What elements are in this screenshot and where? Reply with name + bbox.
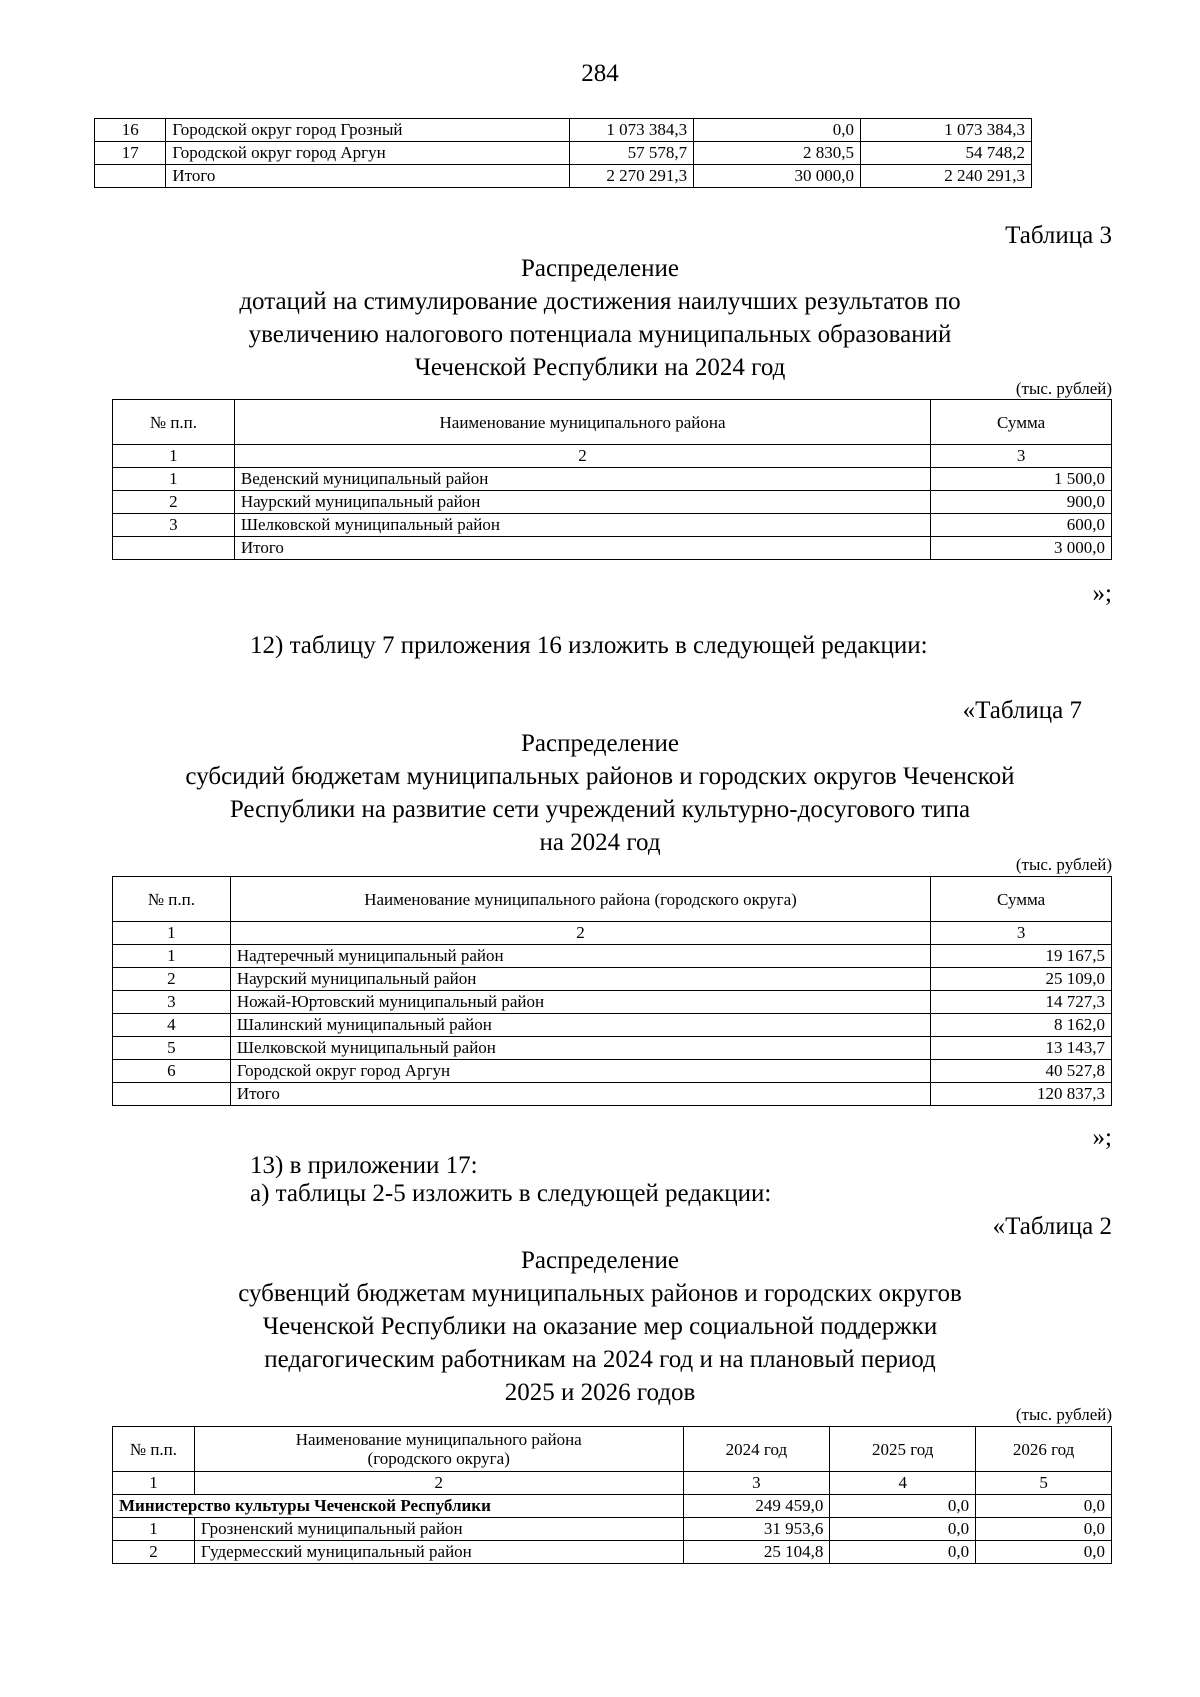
row-value: 2 830,5 (694, 142, 861, 165)
page-number: 284 (581, 60, 619, 87)
table2-title (0, 1244, 1200, 1409)
group-name: Министерство культуры Чеченской Республики (113, 1495, 684, 1518)
column-numbers (113, 445, 1112, 468)
row-name: Ножай-Юртовский муниципальный район (230, 991, 930, 1014)
row-name: Шелковской муниципальный район (234, 514, 930, 537)
row-sum: 13 143,7 (931, 1037, 1112, 1060)
continuation-table (94, 118, 1032, 188)
row-name: Итого (230, 1083, 930, 1106)
table-header (113, 1427, 1112, 1472)
colnum: 1 (113, 922, 231, 945)
row-number: 2 (113, 968, 231, 991)
row-number: 3 (113, 991, 231, 1014)
row-number: 2 (113, 491, 235, 514)
title-line: Распределение (521, 255, 679, 282)
row-value: 0,0 (830, 1495, 976, 1518)
title-line: педагогическим работникам на 2024 год и на плановый период (264, 1346, 936, 1373)
row-sum: 120 837,3 (931, 1083, 1112, 1106)
header-name: Наименование муниципального района (городского округа) (194, 1427, 683, 1472)
row-number: 6 (113, 1060, 231, 1083)
row-sum: 900,0 (931, 491, 1112, 514)
colnum: 2 (194, 1472, 683, 1495)
colnum: 2 (234, 445, 930, 468)
header-name: Наименование муниципального района (городского округа) (230, 877, 930, 922)
row-name: Шелковской муниципальный район (230, 1037, 930, 1060)
row-value: 1 073 384,3 (569, 119, 694, 142)
title-line: на 2024 год (539, 829, 661, 856)
row-number: 17 (95, 142, 166, 165)
table7 (112, 876, 1112, 1106)
row-number (95, 165, 166, 188)
colnum: 1 (113, 1472, 195, 1495)
header-2025: 2025 год (830, 1427, 976, 1472)
row-name: Городской округ город Аргун (166, 142, 569, 165)
row-number: 3 (113, 514, 235, 537)
table-row (113, 945, 1112, 968)
row-name: Наурский муниципальный район (234, 491, 930, 514)
table-row (113, 1060, 1112, 1083)
row-value: 1 073 384,3 (861, 119, 1032, 142)
row-name: Наурский муниципальный район (230, 968, 930, 991)
header-sum: Сумма (931, 877, 1112, 922)
table-row (95, 142, 1032, 165)
row-name: Итого (166, 165, 569, 188)
colnum: 4 (830, 1472, 976, 1495)
row-name: Гудермесский муниципальный район (194, 1541, 683, 1564)
table-row (113, 468, 1112, 491)
row-value: 30 000,0 (694, 165, 861, 188)
closing-quote: »; (1092, 580, 1112, 607)
colnum: 3 (931, 922, 1112, 945)
row-sum: 1 500,0 (931, 468, 1112, 491)
table-row (113, 968, 1112, 991)
table-header (113, 877, 1112, 922)
row-value: 0,0 (830, 1518, 976, 1541)
row-sum: 8 162,0 (931, 1014, 1112, 1037)
row-name: Надтеречный муниципальный район (230, 945, 930, 968)
table-row-total (113, 1083, 1112, 1106)
item-13: 13) в приложении 17: (250, 1152, 478, 1179)
header-num: № п.п. (113, 400, 235, 445)
row-name: Городской округ город Аргун (230, 1060, 930, 1083)
row-number (113, 537, 235, 560)
row-name: Шалинский муниципальный район (230, 1014, 930, 1037)
header-num: № п.п. (113, 877, 231, 922)
row-number: 4 (113, 1014, 231, 1037)
title-line: Республики на развитие сети учреждений культурно-досугового типа (229, 796, 971, 823)
group-row (113, 1495, 1112, 1518)
row-value: 0,0 (976, 1495, 1112, 1518)
row-value: 2 270 291,3 (569, 165, 694, 188)
row-value: 2 240 291,3 (861, 165, 1032, 188)
row-name: Итого (234, 537, 930, 560)
table7-label: «Таблица 7 (962, 697, 1082, 724)
table-row-total (113, 537, 1112, 560)
table-header (113, 400, 1112, 445)
title-line: Распределение (521, 730, 679, 757)
title-line: Чеченской Республики на 2024 год (414, 354, 786, 381)
table-row (113, 1014, 1112, 1037)
row-number: 2 (113, 1541, 195, 1564)
unit-label: (тыс. рублей) (1015, 1405, 1112, 1424)
table2 (112, 1426, 1112, 1564)
colnum: 5 (976, 1472, 1112, 1495)
title-line: Чеченской Республики на оказание мер социальной поддержки (262, 1313, 938, 1340)
row-value: 249 459,0 (683, 1495, 830, 1518)
row-value: 0,0 (976, 1518, 1112, 1541)
row-name: Веденский муниципальный район (234, 468, 930, 491)
title-line: субвенций бюджетам муниципальных районов и городских округов (238, 1280, 962, 1307)
title-line: дотаций на стимулирование достижения наилучших результатов по (239, 288, 961, 315)
item-12: 12) таблицу 7 приложения 16 изложить в следующей редакции: (250, 632, 928, 659)
row-name: Городской округ город Грозный (166, 119, 569, 142)
unit-label: (тыс. рублей) (1015, 379, 1112, 398)
table-row (113, 1541, 1112, 1564)
row-sum: 14 727,3 (931, 991, 1112, 1014)
row-number: 1 (113, 945, 231, 968)
row-value: 31 953,6 (683, 1518, 830, 1541)
header-2026: 2026 год (976, 1427, 1112, 1472)
colnum: 1 (113, 445, 235, 468)
row-value: 57 578,7 (569, 142, 694, 165)
header-2024: 2024 год (683, 1427, 830, 1472)
row-name: Грозненский муниципальный район (194, 1518, 683, 1541)
table3 (112, 399, 1112, 560)
column-numbers (113, 922, 1112, 945)
row-value: 0,0 (694, 119, 861, 142)
table-row (95, 119, 1032, 142)
title-line: 2025 и 2026 годов (504, 1379, 696, 1406)
title-line: субсидий бюджетам муниципальных районов и городских округов Чеченской (185, 763, 1015, 790)
row-number: 1 (113, 1518, 195, 1541)
table7-title (0, 727, 1200, 859)
header-name: Наименование муниципального района (234, 400, 930, 445)
row-number (113, 1083, 231, 1106)
table-row (113, 1518, 1112, 1541)
column-numbers (113, 1472, 1112, 1495)
row-value: 0,0 (976, 1541, 1112, 1564)
row-number: 5 (113, 1037, 231, 1060)
colnum: 2 (230, 922, 930, 945)
row-sum: 25 109,0 (931, 968, 1112, 991)
row-sum: 3 000,0 (931, 537, 1112, 560)
table3-label: Таблица 3 (1005, 222, 1112, 249)
unit-label: (тыс. рублей) (1015, 855, 1112, 874)
colnum: 3 (931, 445, 1112, 468)
row-number: 16 (95, 119, 166, 142)
row-value: 0,0 (830, 1541, 976, 1564)
table-row (113, 1037, 1112, 1060)
row-value: 25 104,8 (683, 1541, 830, 1564)
title-line: Распределение (521, 1247, 679, 1274)
row-sum: 19 167,5 (931, 945, 1112, 968)
table-row (113, 514, 1112, 537)
header-sum: Сумма (931, 400, 1112, 445)
title-line: увеличению налогового потенциала муниципальных образований (248, 321, 952, 348)
table-row-total (95, 165, 1032, 188)
table-row (113, 491, 1112, 514)
closing-quote: »; (1092, 1124, 1112, 1151)
table-row (113, 991, 1112, 1014)
table2-label: «Таблица 2 (992, 1213, 1112, 1240)
header-num: № п.п. (113, 1427, 195, 1472)
item-13-sub: а) таблицы 2-5 изложить в следующей редакции: (250, 1180, 772, 1207)
row-value: 54 748,2 (861, 142, 1032, 165)
table3-title (0, 252, 1200, 384)
row-sum: 40 527,8 (931, 1060, 1112, 1083)
row-number: 1 (113, 468, 235, 491)
colnum: 3 (683, 1472, 830, 1495)
row-sum: 600,0 (931, 514, 1112, 537)
